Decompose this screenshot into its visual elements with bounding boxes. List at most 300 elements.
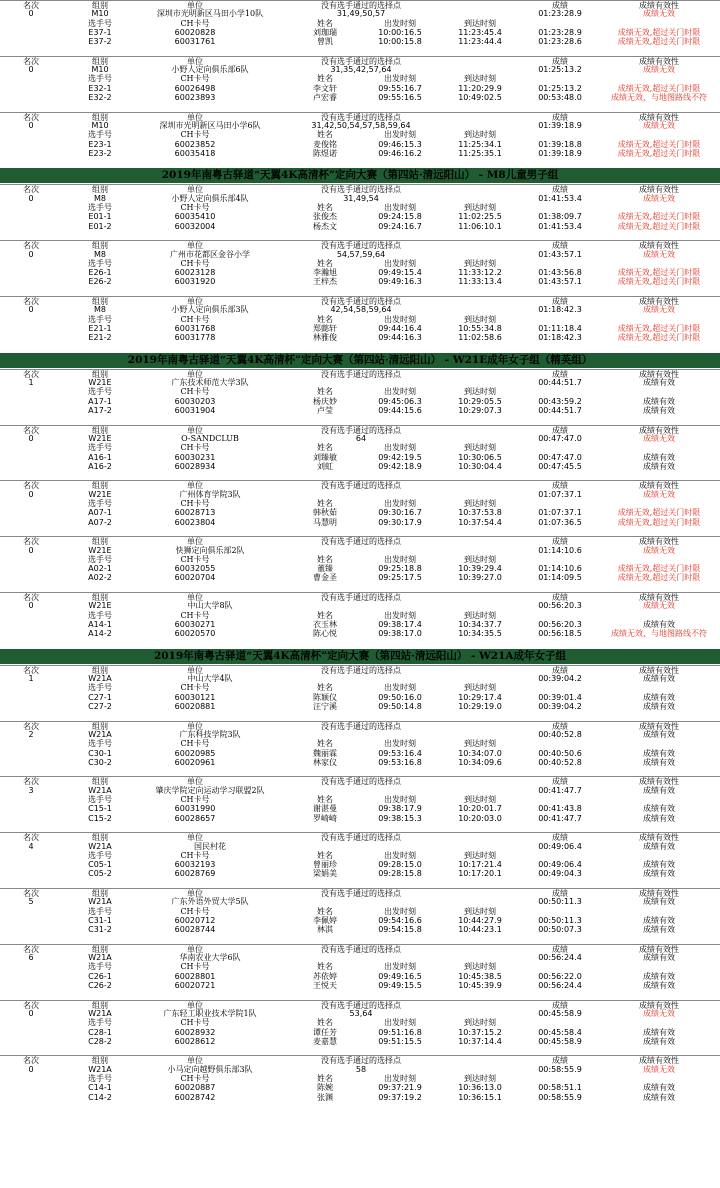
team-rank: 0 [28,193,34,203]
member-start: 09:51:15.5 [378,1036,422,1046]
member-name: 谢湛曼 [313,804,337,814]
member-finish: 10:45:39.9 [458,981,502,990]
team-missed-controls: 31,42,50,54,57,58,59,64 [311,120,411,130]
rank-header: 名次 [23,1,39,10]
bib-header: 选手号 [88,906,112,916]
team-validity: 成绩有效 [643,729,675,739]
member-start: 10:00:15.8 [378,37,422,47]
team-group: W21A [88,1064,112,1074]
result-header: 成绩 [552,777,568,787]
team-missed-controls: 31,49,50,57 [336,9,386,19]
member-row [0,518,720,527]
member-finish: 10:39:27.0 [458,573,502,583]
start-header: 出发时刻 [384,1018,416,1028]
member-chip: 60031761 [174,37,216,47]
validity-header: 成绩有效性 [639,481,679,491]
member-row [0,814,720,823]
team-missed-controls: 58 [355,1064,367,1074]
result-header: 成绩 [552,185,568,195]
member-start: 09:46:15.3 [378,139,422,149]
member-finish: 11:23:44.4 [458,37,502,47]
member-validity: 成绩有效 [643,813,675,823]
member-start: 09:54:16.6 [378,915,422,925]
member-start: 09:49:16.3 [378,277,422,287]
chip-header: CH卡号 [180,74,210,84]
member-bib: E23-1 [88,139,112,149]
member-validity: 成绩无效,超过关门时限 [617,37,701,47]
missed-header: 没有选手通过的选择点 [321,1056,401,1066]
member-bib: E37-1 [88,27,112,37]
rank-header: 名次 [23,56,39,66]
chip-header: CH卡号 [180,962,210,972]
start-header: 出发时刻 [384,443,416,453]
team-row [0,897,720,906]
team-unit: 小马定向越野俱乐部3队 [167,1064,253,1074]
bib-header: 选手号 [88,739,112,749]
result-header: 成绩 [552,425,568,435]
chip-header: CH卡号 [180,610,210,620]
member-validity: 成绩有效 [643,971,675,981]
missed-header: 没有选手通过的选择点 [321,1,401,10]
rank-header: 名次 [23,369,39,379]
member-name: 卢宏睿 [313,93,337,102]
member-start: 09:38:17.4 [378,619,422,629]
team-missed-controls [280,842,442,851]
result-header: 成绩 [552,1000,568,1010]
name-header: 姓名 [317,443,333,453]
validity-header: 成绩有效性 [639,665,679,675]
team-unit: 广东外语外贸大学5队 [171,897,249,907]
member-validity: 成绩无效,超过关门时限 [617,564,701,574]
member-start: 09:24:15.8 [378,212,422,222]
member-row [0,268,720,277]
team-validity: 成绩无效 [643,305,675,315]
chip-header: CH卡号 [180,795,210,804]
team-unit: 中山大学8队 [187,601,233,611]
member-chip: 60023804 [174,517,216,527]
member-bib: E37-2 [88,37,112,47]
member-row [0,28,720,37]
member-header-row [0,683,720,692]
team-row [0,546,720,555]
team-row [0,842,720,851]
unit-header: 单位 [187,56,203,66]
member-result: 01:07:36.5 [538,517,582,527]
start-header: 出发时刻 [384,739,416,749]
finish-header: 到达时刻 [464,850,496,860]
name-header: 姓名 [317,795,333,804]
member-validity: 成绩有效 [643,1036,675,1046]
finish-header: 到达时刻 [464,683,496,693]
team-result: 00:41:47.7 [538,785,582,795]
member-name: 李文轩 [313,83,337,93]
member-row [0,149,720,158]
member-bib: E32-1 [88,83,112,93]
team-result: 00:39:04.2 [538,674,582,684]
member-row [0,324,720,333]
finish-header: 到达时刻 [464,1074,496,1083]
member-name: 衣玉林 [313,619,337,629]
group-header: 组别 [92,889,108,898]
group-header: 组别 [92,297,108,306]
member-start: 10:00:16.5 [378,27,422,37]
validity-header: 成绩有效性 [639,1056,679,1066]
rank-header: 名次 [23,112,39,122]
unit-header: 单位 [187,1000,203,1010]
unit-header: 单位 [187,537,203,547]
member-header-row [0,315,720,324]
member-row [0,212,720,221]
bib-header: 选手号 [88,850,112,860]
member-chip: 60030121 [174,692,216,702]
team-rank: 1 [28,674,34,684]
team-result: 00:44:51.7 [538,378,582,388]
team-group: W21E [88,601,112,611]
member-header-row [0,387,720,396]
member-validity: 成绩无效,超过关门时限 [617,517,701,527]
rank-header: 名次 [23,944,39,954]
member-validity: 成绩无效，与地图路线不符 [611,629,707,639]
member-row [0,1028,720,1037]
member-result: 00:40:52.8 [538,757,582,767]
member-finish: 10:37:53.8 [458,508,502,518]
member-chip: 60028769 [174,869,216,879]
member-start: 09:30:16.7 [378,508,422,518]
member-chip: 60020985 [174,748,216,758]
bib-header: 选手号 [88,130,112,140]
rank-header: 名次 [23,297,39,306]
member-name: 林雅俊 [313,333,337,343]
team-row [0,674,720,683]
chip-header: CH卡号 [180,203,210,212]
rank-header: 名次 [23,241,39,251]
member-start: 09:53:16.8 [378,757,422,767]
team-missed-controls: 53,64 [349,1008,373,1018]
chip-header: CH卡号 [180,1074,210,1083]
member-chip: 60031768 [174,323,216,333]
category-banner: 2019年南粤古驿道“天翼4K高清杯”定向大赛（第四站·清远阳山） - W21A成年女子组 [0,649,720,664]
team-unit: 广东科技学院3队 [179,729,241,739]
member-validity: 成绩无效,超过关门时限 [617,268,701,278]
team-validity: 成绩无效 [643,489,675,499]
member-row [0,84,720,93]
member-result: 00:45:58.4 [538,1027,582,1037]
member-chip: 60020961 [174,757,216,767]
group-header: 组别 [92,481,108,491]
member-name: 苏依婷 [313,971,337,981]
team-group: M8 [94,193,106,203]
member-header-row [0,130,720,139]
member-bib: E32-2 [88,93,112,102]
result-header: 成绩 [552,889,568,898]
member-row [0,453,720,462]
team-row [0,65,720,74]
team-validity: 成绩无效 [643,193,675,203]
result-header: 成绩 [552,593,568,602]
name-header: 姓名 [317,739,333,749]
validity-header: 成绩有效性 [639,944,679,954]
member-bib: E23-2 [88,148,112,158]
member-header-row [0,203,720,212]
member-validity: 成绩有效 [643,757,675,767]
bib-header: 选手号 [88,387,112,397]
member-bib: C05-2 [88,869,112,879]
member-result: 01:43:57.1 [538,277,582,287]
finish-header: 到达时刻 [464,962,496,972]
start-header: 出发时刻 [384,962,416,972]
missed-header: 没有选手通过的选择点 [321,425,401,435]
member-bib: C26-1 [88,971,112,981]
member-row [0,1083,720,1092]
team-group: W21A [88,1008,112,1018]
member-chip: 60031778 [174,333,216,343]
team-validity: 成绩有效 [643,674,675,684]
team-validity: 成绩无效 [643,601,675,611]
start-header: 出发时刻 [384,554,416,564]
validity-header: 成绩有效性 [639,241,679,251]
start-header: 出发时刻 [384,795,416,804]
member-result: 00:39:04.2 [538,702,582,711]
member-name: 韩秋茹 [313,508,337,518]
member-row [0,972,720,981]
member-start: 09:49:15.4 [378,268,422,278]
result-header: 成绩 [552,833,568,843]
member-row [0,620,720,629]
unit-header: 单位 [187,833,203,843]
team-result: 01:41:53.4 [538,193,582,203]
member-validity: 成绩无效，与地图路线不符 [611,93,707,102]
member-header-row [0,259,720,268]
member-header-row [0,611,720,620]
member-bib: A07-2 [88,517,112,527]
finish-header: 到达时刻 [464,499,496,508]
rank-header: 名次 [23,481,39,491]
missed-header: 没有选手通过的选择点 [321,537,401,547]
team-group: W21E [88,489,112,499]
team-result: 01:23:28.9 [538,9,582,19]
member-chip: 60020704 [174,573,216,583]
member-start: 09:30:17.9 [378,517,422,527]
unit-header: 单位 [187,185,203,195]
team-validity: 成绩有效 [643,953,675,963]
team-row [0,786,720,795]
member-start: 09:25:18.8 [378,564,422,574]
member-result: 01:38:09.7 [538,212,582,222]
name-header: 姓名 [317,387,333,397]
unit-header: 单位 [187,665,203,675]
team-result: 00:40:52.8 [538,729,582,739]
member-result: 01:23:28.6 [538,37,582,47]
name-header: 姓名 [317,906,333,916]
team-missed-controls: 42,54,58,59,64 [330,305,392,315]
member-bib: A02-1 [88,564,112,574]
team-unit: 广东技术师范大学3队 [171,378,249,388]
validity-header: 成绩有效性 [639,537,679,547]
team-unit: 深圳市光明新区马田小学10队 [156,9,264,19]
unit-header: 单位 [187,593,203,602]
category-banner: 2019年南粤古驿道“天翼4K高清杯”定向大赛（第四站·清远阳山） - M8儿童男子组 [0,168,720,183]
team-result: 00:58:55.9 [538,1064,582,1074]
team-group: M8 [94,249,106,259]
member-bib: A17-1 [88,396,112,406]
member-header-row [0,1018,720,1027]
member-row [0,804,720,813]
team-unit: 华南农业大学6队 [179,953,241,963]
member-validity: 成绩有效 [643,396,675,406]
member-bib: C15-2 [88,813,112,823]
member-chip: 60030271 [174,619,216,629]
member-finish: 10:55:34.8 [458,323,502,333]
start-header: 出发时刻 [384,387,416,397]
member-row [0,629,720,638]
team-missed-controls: 31,35,42,57,64 [330,65,392,75]
member-finish: 10:37:15.2 [458,1027,502,1037]
member-result: 01:11:18.4 [538,323,582,333]
member-start: 09:28:15.0 [378,860,422,870]
member-validity: 成绩有效 [643,452,675,462]
rank-header: 名次 [23,1056,39,1066]
team-validity: 成绩无效 [643,65,675,75]
member-finish: 10:49:02.5 [458,93,502,102]
finish-header: 到达时刻 [464,443,496,453]
member-validity: 成绩无效,超过关门时限 [617,212,701,222]
member-start: 09:42:18.9 [378,461,422,471]
member-validity: 成绩有效 [643,860,675,870]
chip-header: CH卡号 [180,683,210,693]
member-chip: 60031920 [174,277,216,287]
bib-header: 选手号 [88,683,112,693]
member-validity: 成绩有效 [643,406,675,415]
member-name: 麦俊铭 [313,139,337,149]
member-row [0,925,720,934]
unit-header: 单位 [187,944,203,954]
chip-header: CH卡号 [180,18,210,28]
start-header: 出发时刻 [384,1074,416,1083]
team-rank: 4 [28,841,34,851]
member-bib: C15-1 [88,804,112,814]
member-result: 00:56:22.0 [538,971,582,981]
team-unit: 中山大学4队 [187,674,233,684]
team-unit: 肇庆学院定向运动学习联盟2队 [155,785,265,795]
team-rank: 0 [28,601,34,611]
finish-header: 到达时刻 [464,610,496,620]
team-group: M10 [91,65,109,75]
member-bib: C30-1 [88,748,112,758]
member-start: 09:46:16.2 [378,148,422,158]
member-validity: 成绩无效,超过关门时限 [617,333,701,343]
member-name: 魏丽霖 [313,748,337,758]
member-chip: 60026498 [174,83,216,93]
team-group: W21E [88,545,112,555]
member-start: 09:51:16.8 [378,1027,422,1037]
member-result: 00:43:59.2 [538,396,582,406]
member-result: 00:53:48.0 [538,93,582,102]
team-rank: 0 [28,1008,34,1018]
missed-header: 没有选手通过的选择点 [321,1000,401,1010]
validity-header: 成绩有效性 [639,1000,679,1010]
member-name: 马慧明 [313,517,337,527]
member-start: 09:37:19.2 [378,1092,422,1102]
member-result: 00:50:07.3 [538,925,582,935]
start-header: 出发时刻 [384,74,416,84]
member-header-row [0,19,720,28]
member-name: 张俊杰 [313,212,337,222]
unit-header: 单位 [187,297,203,306]
team-missed-controls: 64 [355,433,367,443]
member-bib: C28-1 [88,1027,112,1037]
member-chip: 60028932 [174,1027,216,1037]
bib-header: 选手号 [88,962,112,972]
member-start: 09:24:16.7 [378,221,422,231]
validity-header: 成绩有效性 [639,833,679,843]
member-row [0,869,720,878]
member-bib: C31-2 [88,925,112,935]
name-header: 姓名 [317,130,333,140]
team-unit: 小野人定向俱乐部6队 [171,65,249,75]
member-start: 09:38:17.9 [378,804,422,814]
group-header: 组别 [92,777,108,787]
group-header: 组别 [92,185,108,195]
member-name: 曹金圣 [313,573,337,583]
member-finish: 10:45:38.5 [458,971,502,981]
member-name: 曾凯 [317,37,333,47]
member-validity: 成绩无效,超过关门时限 [617,139,701,149]
member-chip: 60032193 [174,860,216,870]
bib-header: 选手号 [88,1018,112,1028]
member-row [0,406,720,415]
validity-header: 成绩有效性 [639,425,679,435]
member-bib: E01-2 [88,221,112,231]
finish-header: 到达时刻 [464,314,496,324]
unit-header: 单位 [187,425,203,435]
missed-header: 没有选手通过的选择点 [321,777,401,787]
member-name: 李瀚旭 [313,268,337,278]
team-row [0,1065,720,1074]
group-header: 组别 [92,537,108,547]
group-header: 组别 [92,833,108,843]
chip-header: CH卡号 [180,130,210,140]
member-finish: 10:20:01.7 [458,804,502,814]
unit-header: 单位 [187,369,203,379]
missed-header: 没有选手通过的选择点 [321,185,401,195]
member-validity: 成绩有效 [643,1092,675,1102]
name-header: 姓名 [317,610,333,620]
rank-header: 名次 [23,721,39,731]
team-result: 00:47:47.0 [538,433,582,443]
start-header: 出发时刻 [384,610,416,620]
rank-header: 名次 [23,537,39,547]
member-validity: 成绩有效 [643,981,675,990]
validity-header: 成绩有效性 [639,721,679,731]
member-chip: 60028612 [174,1036,216,1046]
member-result: 01:14:09.5 [538,573,582,583]
member-validity: 成绩有效 [643,702,675,711]
team-missed-controls [280,546,442,555]
finish-header: 到达时刻 [464,795,496,804]
member-bib: C31-1 [88,915,112,925]
member-name: 王悦天 [313,981,337,990]
team-missed-controls: 54,57,59,64 [336,249,386,259]
team-rank: 0 [28,9,34,19]
team-row [0,953,720,962]
chip-header: CH卡号 [180,554,210,564]
member-chip: 60031904 [174,406,216,415]
member-name: 董臻 [317,564,333,574]
member-finish: 10:30:06.5 [458,452,502,462]
member-header-row [0,795,720,804]
member-row [0,140,720,149]
bib-header: 选手号 [88,314,112,324]
